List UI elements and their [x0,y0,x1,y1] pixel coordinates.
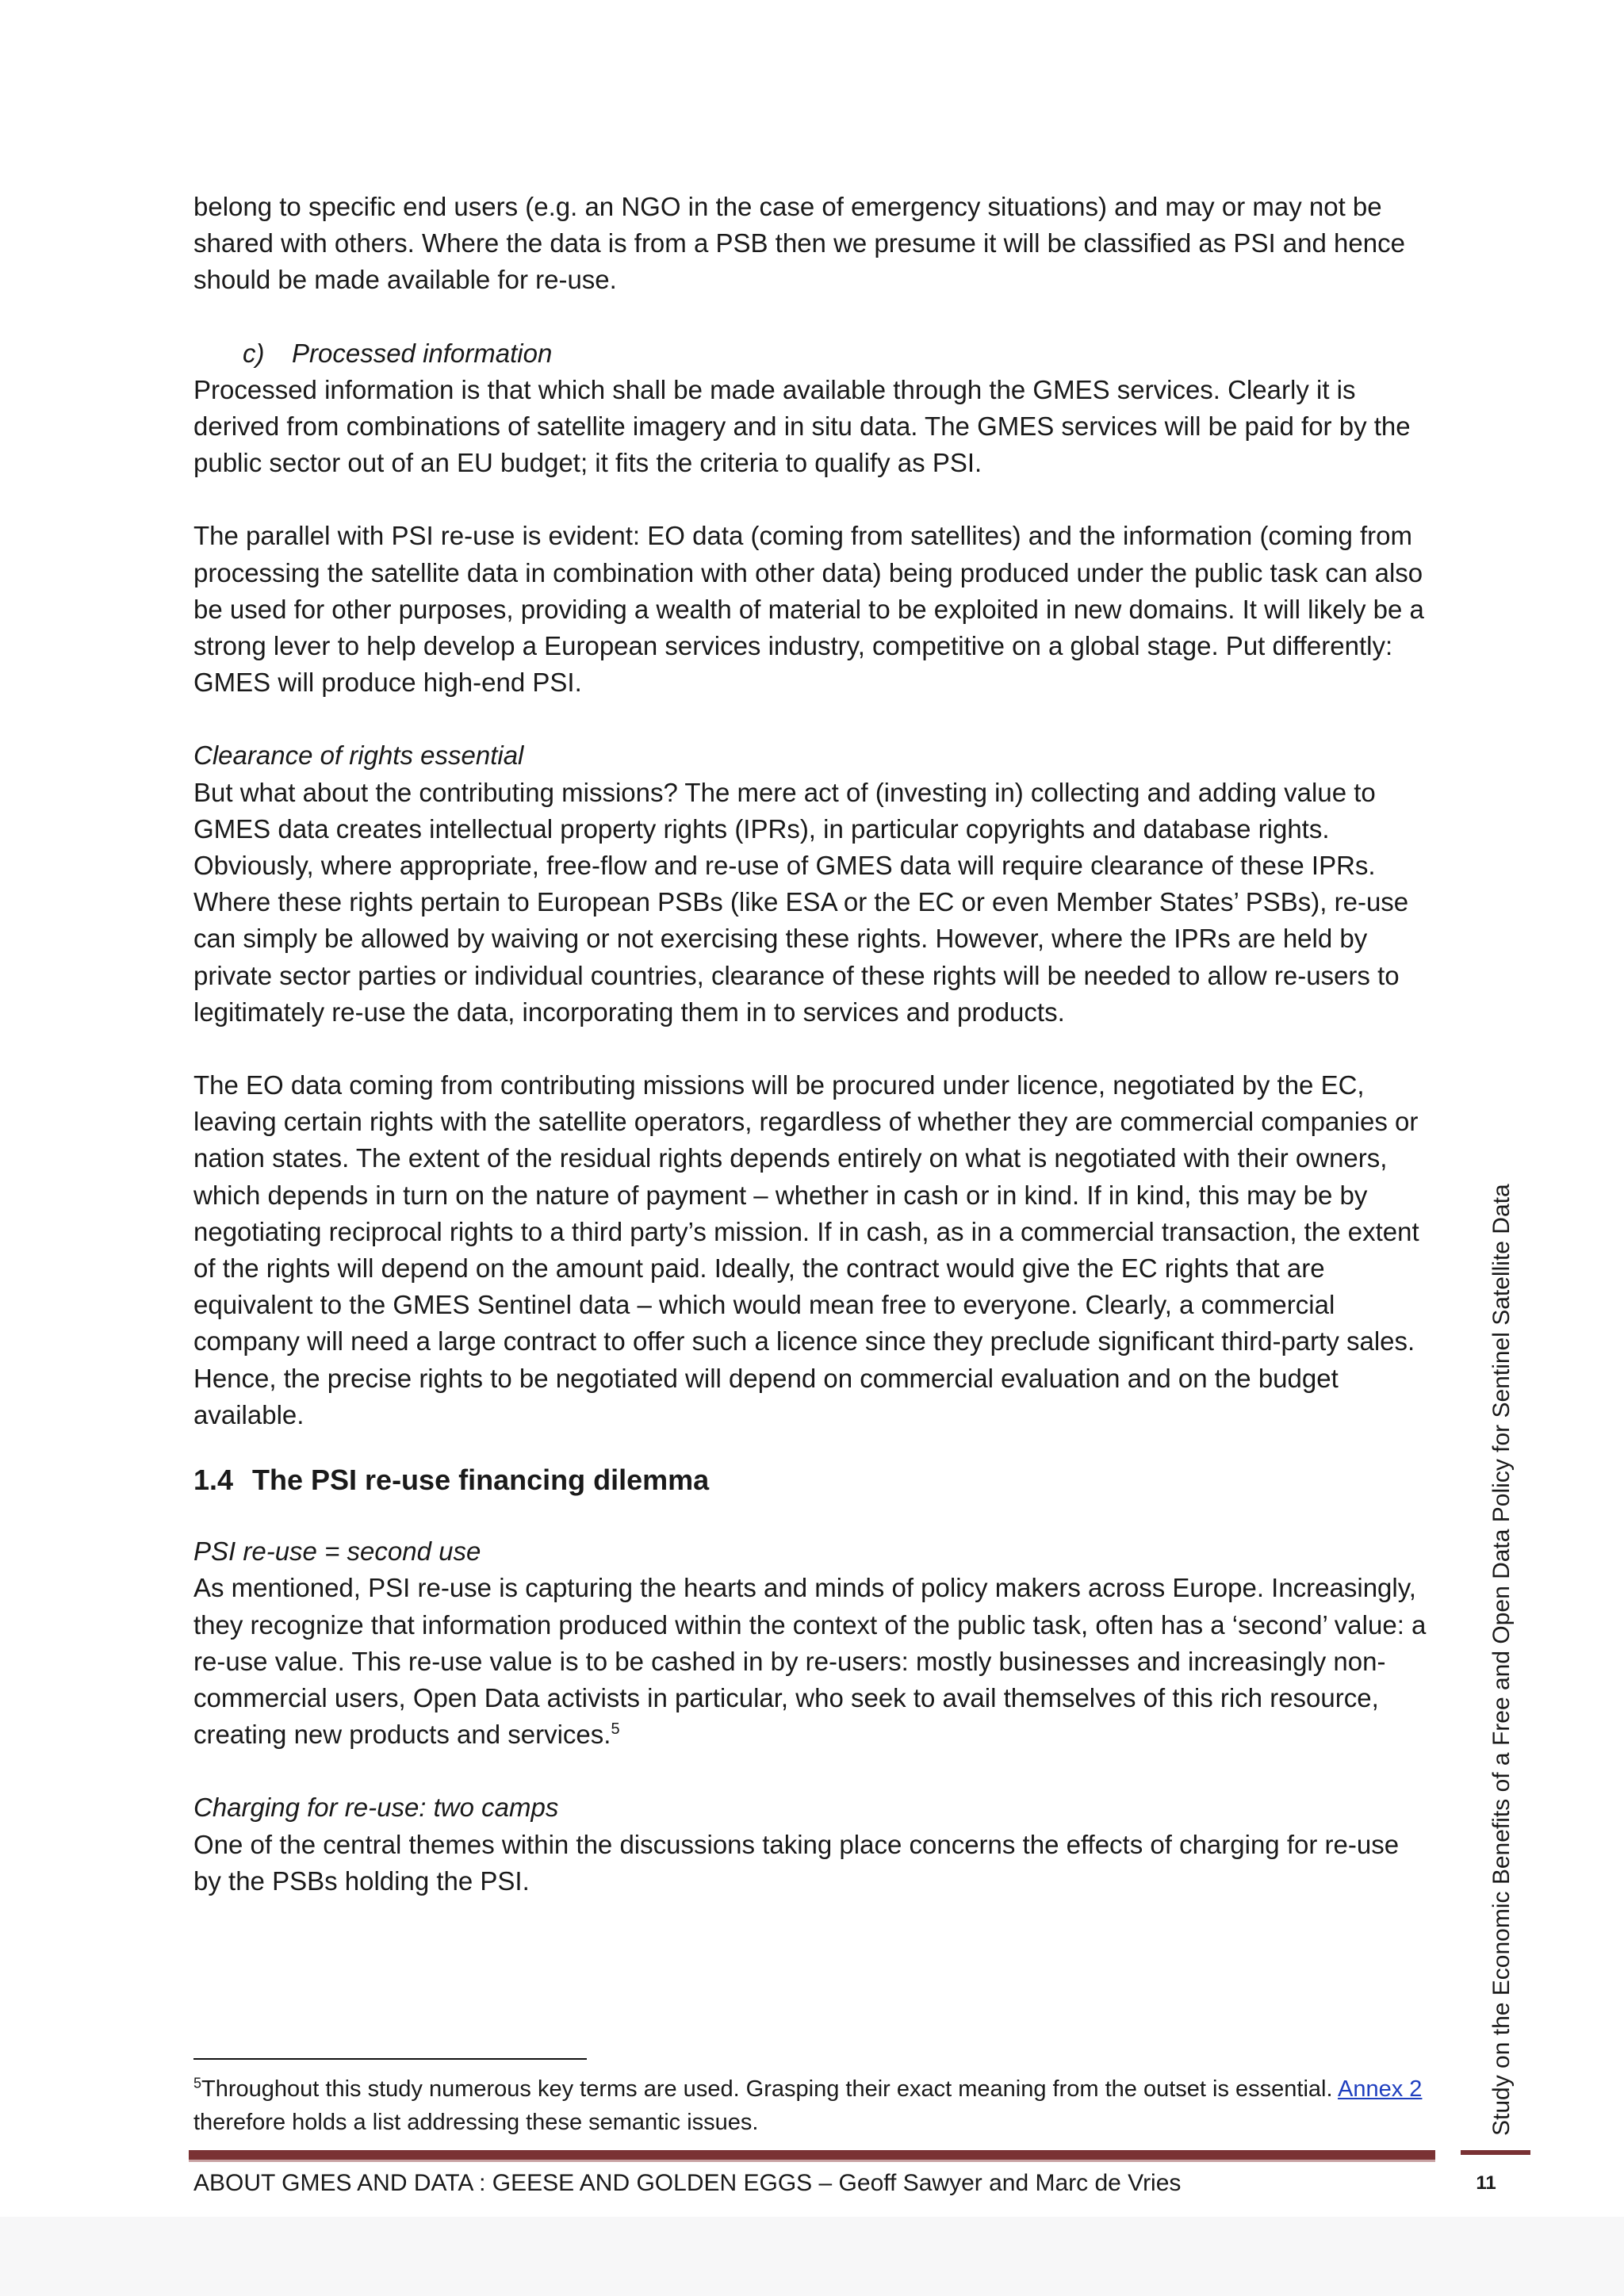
paragraph-processed-information: Processed information is that which shall be made available through the GMES services. Clearly it is derived from combinations of satellite imagery and in situ data. The GMES services will be paid for by the public sector out of an EU budget; it fits the criteria to qualify as PSI. [193,374,1411,478]
paragraph-policy-makers-text: As mentioned, PSI re-use is capturing the hearts and minds of policy makers across Europe. Increasingly, they recognize that information produced within the context of the public task, often has a ‘second’ value: a re-use value. This re-use value is to be cashed in by re-users: mostly businesses and increasingly non-commercial users, Open Data activists in particular, who seek to avail themselves of this rich resource, creating new products and services. [193,1573,1427,1750]
main-text [193,189,1431,1900]
heading-second-use: PSI re-use = second use [193,1536,481,1567]
heading-clearance-of-rights: Clearance of rights essential [193,740,524,771]
annex-2-link[interactable]: Annex 2 [1338,2076,1423,2102]
footer-rule [189,2150,1435,2162]
paragraph-eo-data-licence: The EO data coming from contributing missions will be procured under licence, negotiated by the EC, leaving certain rights with the satellite operators, regardless of whether they are commercial companies or nation states. The extent of the residual rights depends entirely on what is negotiated with their owners, which depends in turn on the nature of payment – whether in cash or in kind. If in kind, this may be by negotiating reciprocal rights to a third party’s mission. If in cash, as in a commercial transaction, the extent of the rights will depend on the amount paid. Ideally, the contract would give the EC rights that are equivalent to the GMES Sentinel data – which would mean free to everyone. Clearly, a commercial company will need a large contract to offer such a licence since they preclude significant third-party sales. Hence, the precise rights to be negotiated will depend on commercial evaluation and on the budget available. [193,1070,1419,1429]
footer-rule-side [1461,2150,1530,2155]
section-number: 1.4 [193,1464,234,1497]
page-number: 11 [1476,2172,1496,2194]
footnote-number: 5 [193,2075,202,2091]
paragraph-charging: One of the central themes within the discussions taking place concerns the effects of charging for re-use by the PSBs holding the PSI. [193,1829,1400,1896]
heading-charging: Charging for re-use: two camps [193,1793,559,1823]
side-title: Study on the Economic Benefits of a Free and Open Data Policy for Sentinel Satellite Data [1488,1184,1515,2136]
section-title: The PSI re-use financing dilemma [252,1464,710,1497]
footnote-text-after: therefore holds a list addressing these semantic issues. [193,2110,759,2135]
footnote-reference[interactable]: 5 [611,1720,620,1739]
paragraph-contributing-missions: But what about the contributing missions? The mere act of (investing in) collecting and adding value to GMES data creates intellectual property rights (IPRs), in particular copyrights and database rights. Obviously, where appropriate, free-flow and re-use of GMES data will require clearance of these IPRs. Where these rights pertain to European PSBs (like ESA or the EC or even Member States’ PSBs), re-use can simply be allowed by waiving or not exercising these rights. However, where the IPRs are held by private sector parties or individual countries, clearance of these rights will be needed to allow re-users to legitimately re-use the data, incorporating them in to services and products. [193,777,1409,1027]
paragraph-continuation: belong to specific end users (e.g. an NGO in the case of emergency situations) and may or may not be shared with others. Where the data is from a PSB then we presume it will be classified as PSI and hence should be made available for re-use. [193,192,1405,295]
subheading-processed-information [193,335,1431,372]
paragraph-parallel: The parallel with PSI re-use is evident: EO data (coming from satellites) and the information (coming from processing the satellite data in combination with other data) being produced under the public task can also be used for other purposes, providing a wealth of material to be exploited in new domains. It will likely be a strong lever to help develop a European services industry, competitive on a global stage. Put differently: GMES will produce high-end PSI. [193,521,1424,698]
footer-background [0,2217,1624,2296]
subheading-letter: c) [243,338,265,368]
footnote-text-before: Throughout this study numerous key terms are used. Grasping their exact meaning from the outset is essential. [201,2076,1339,2102]
subheading-text: Processed information [292,338,553,368]
paragraph-policy-makers [193,1570,1431,1753]
footnote-divider [193,2058,587,2060]
footnote [193,2072,1431,2139]
footer-title: ABOUT GMES AND DATA : GEESE AND GOLDEN EGGS – Geoff Sawyer and Marc de Vries [193,2170,1182,2196]
section-heading [193,1460,1431,1500]
